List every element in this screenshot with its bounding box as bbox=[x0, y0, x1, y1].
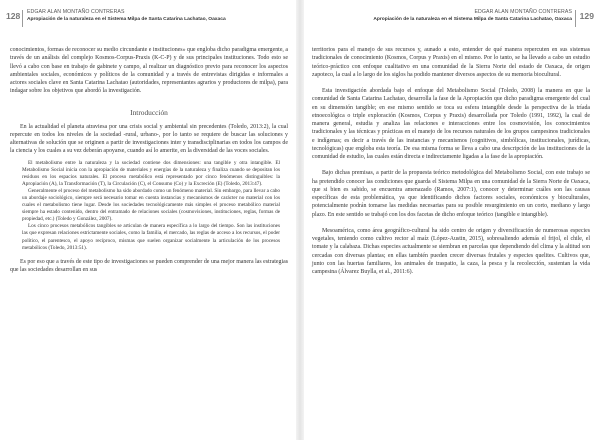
header-authors: EDGAR ALAN MONTAÑO CONTRERAS bbox=[474, 9, 572, 15]
body-paragraph: territorios para el manejo de sus recursos y, aunado a esto, entender de qué manera repercuten en sus sistemas tradicionales de conocimiento (Kosmos, Corpus y Praxis) en el mismo. Por lo tanto, se ha llevado a cabo un estudio teórico-práctico con enfoque cualitativo en una comunidad de la Sierra Norte del estado de Oaxaca, de origen zapoteco, la cual a lo largo de los siglos ha podido mantener diversos aspectos de su memoria biocultural. bbox=[312, 47, 590, 78]
quote-paragraph: Generalmente el proceso del metabolismo ha sido abordado como un fenómeno material. Sin embargo, para llevar a cabo un abordaje sociológico, siempre será necesario tomar en cuenta instancias y mecanismos de carácter no material con los cuales el metabolismo tiene lugar. Desde los sociedades tecnológicamente más simples el proceso metabólico material siempre ha estado contenido, dentro del entramado de relaciones sociales (cosmovisiones, instituciones, reglas, formas de propiedad, etc.) (Toledo y González, 2007). bbox=[22, 187, 280, 223]
header-chapter-title: Apropiación de la naturaleza en el Sistema Milpa de Santa Catarina Lachatao, Oaxaca bbox=[27, 17, 226, 22]
left-page bbox=[0, 0, 296, 440]
body-paragraph: Bajo dichas premisas, a partir de la propuesta teórico metodológica del Metabolismo Social, con este trabajo se ha pretendido conocer las condiciones que guarda el Sistema Milpa en una comunidad de la Sierra Norte de Oaxaca, que si bien es sabido, se encuentra amenazado (Ramos, 2007:1), conocer y determinar cuáles son las causas específicas de esta problemática, ya que identificando dichos factores sociales, económicos y bioculturales, potencialmente podrán tomarse las medidas necesarias para su posible resurgimiento en un corto, mediano y largo plazo. En este sentido se trabajó con los dos facetas de dicho enfoque teórico (tangible e intangible). bbox=[312, 170, 590, 218]
quote-paragraph: El metabolismo entre la naturaleza y la sociedad contiene dos dimensiones: una tangible y otra intangible. El Metabolismo Social inicia con la apropiación de materiales y energías de la naturaleza y finaliza cuando se depositan los residuos en los espacios naturales. El proceso metabólico está representado por cinco fenómenos distinguibles: la Apropiación (A), la Transformación (T), la Circulación (C), el Consumo (Co) y la Excreción (E) (Toledo, 2013:47). bbox=[22, 159, 280, 187]
quote-paragraph: Los cinco procesos metabólicos tangibles se articulan de manera específica a lo largo del tiempo. Son las instituciones las que expresan relaciones estrictamente sociales, como la familia, el mercado, las reglas de acceso a los recursos, el poder político, el parentesco, el apoyo recíproco, mismas que suelen organizar socialmente la articulación de los procesos metabólicos (Toledo, 2013:51). bbox=[22, 223, 280, 251]
header-divider bbox=[575, 10, 576, 27]
right-header-info bbox=[373, 9, 572, 23]
right-running-header bbox=[310, 8, 594, 30]
header-divider bbox=[22, 10, 23, 27]
body-paragraph: Esta investigación abordada bajo el enfoque del Metabolismo Social (Toledo, 2008) la manera en que la comunidad de Santa Catarina Lachatao, desarrolla la fase de la Apropiación que dicho paradigma emergente del cual en su dimensión tangible; en ese mismo sentido se toca su esfera intangible desde la perspectiva de la tríada etnoecológica o triple exploración (Kosmos, Corpus y Praxis) desarrollada por Toledo (1991, 1992), la cual de manera general, estudia y analiza las relaciones e interacciones entre los cosmovisión, los conocimientos tradicionales y las técnicas y prácticas en el manejo de los recursos naturales de los grupos campesinos tradicionales e indígenas; es decir a través de las instancias y mecanismos (cognitivos, simbólicas, institucionales, jurídicas, tecnológicas) que engloba esta teoría. De esa misma forma se lleva a cabo una descripción de las instituciones de la comunidad de estudio, las cuales están directa e indirectamente ligadas a la fase de la apropiación. bbox=[312, 88, 590, 160]
body-paragraph: Es por eso que a través de este tipo de investigaciones se pueden comprender de una mejor manera las estrategias que las sociedades desarrollan en sus bbox=[10, 258, 288, 273]
body-paragraph: Mesoamérica, como área geográfico-cultural ha sido centro de origen y diversificación de numerosas especies vegetales, teniendo como cultivo rector al maíz (López-Austin, 2015), sobresaliendo además el frijol, el chile, el tomate y la calabaza. Dichas especies actualmente se siembran en parcelas que dependiendo del clima y la altitud son cercadas con diversas plantas; en ellas también pueden crecer diversas frutales y especies quelites. Cultivos que, junto con las huertas familiares, los animales de traspatio, la caza, la pesca y la recolección, sustentan la vida campesina (Álvarez Buylla, et al., 2011:6). bbox=[312, 227, 590, 275]
left-page-number: 128 bbox=[6, 11, 21, 21]
left-running-header bbox=[6, 8, 290, 30]
section-heading: Introducción bbox=[130, 107, 168, 117]
body-paragraph: conocimientos, formas de reconocer su medio circundante e instituciones» que engloba dicho paradigma emergente, a través de un análisis del complejo Kosmos-Corpus-Praxis (K-C-P) y de sus principales instituciones. Todo esto se llevó a cabo con base en trabajo de gabinete y campo, al realizar un diagnóstico previo para reconocer los aspectos ambientales sociales, económicos y políticos de la comunidad y a través de entrevistas dirigidas e informales a actores sociales clave en Santa Catarina Lachatao (autoridades, representantes agrarios y productores de milpa), para indagar sobre los objetivos que abordó la investigación. bbox=[10, 47, 288, 95]
right-page-body bbox=[312, 46, 590, 276]
body-paragraph: En la actualidad el planeta atraviesa por una crisis social y ambiental sin precedentes (Toledo, 2013:2), la cual repercute en todos los niveles de la sociedad -rural, urbano-, por lo tanto se requiere de buscar las soluciones y alternativas de solución que se originen a partir de investigaciones inter y transdisciplinarias en todos los campos de la ciencia y los cuales a su vez deberán apoyarse, cuando así lo amerite, en la diversidad de las voces sociales. bbox=[10, 123, 288, 155]
block-quote bbox=[22, 160, 280, 252]
right-page bbox=[304, 0, 600, 440]
header-authors: EDGAR ALAN MONTAÑO CONTRERAS bbox=[27, 9, 125, 15]
book-gutter bbox=[296, 0, 304, 440]
left-page-body bbox=[10, 46, 288, 274]
right-page-number: 129 bbox=[579, 11, 594, 21]
left-header-info bbox=[27, 9, 226, 23]
header-chapter-title: Apropiación de la naturaleza en el Sistema Milpa de Santa Catarina Lachatao, Oaxaca bbox=[373, 17, 572, 22]
